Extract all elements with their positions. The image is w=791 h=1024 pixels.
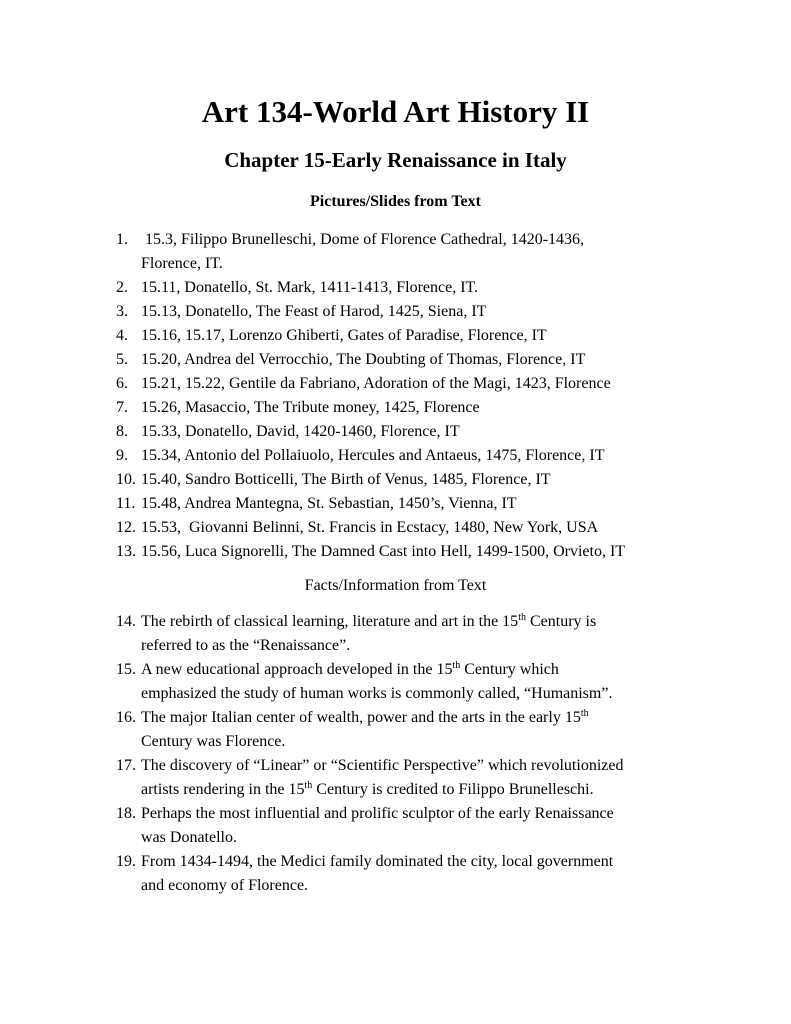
item-number: 4. bbox=[116, 327, 128, 344]
item-text-continued: Florence, IT. bbox=[141, 255, 223, 272]
list-item bbox=[116, 610, 716, 658]
item-text: Perhaps the most influential and prolific sculptor of the early Renaissance bbox=[141, 805, 614, 822]
list-item bbox=[116, 300, 716, 324]
item-number: 11. bbox=[116, 495, 136, 512]
list-item bbox=[116, 372, 716, 396]
item-text: 15.56, Luca Signorelli, The Damned Cast into Hell, 1499-1500, Orvieto, IT bbox=[141, 543, 626, 560]
item-text: The discovery of “Linear” or “Scientific Perspective” which revolutionized bbox=[141, 757, 624, 774]
item-text: 15.21, 15.22, Gentile da Fabriano, Adoration of the Magi, 1423, Florence bbox=[141, 375, 611, 392]
item-text: 15.48, Andrea Mantegna, St. Sebastian, 1450’s, Vienna, IT bbox=[141, 495, 517, 512]
page-title: Art 134-World Art History II bbox=[201, 94, 590, 129]
item-text-continued: artists rendering in the 15th Century is credited to Filippo Brunelleschi. bbox=[141, 780, 594, 798]
list-item bbox=[116, 468, 716, 492]
item-number: 6. bbox=[116, 375, 128, 392]
list-item bbox=[116, 324, 716, 348]
list-item bbox=[116, 348, 716, 372]
facts-list bbox=[116, 610, 716, 898]
item-number: 5. bbox=[116, 351, 128, 368]
item-text: 15.16, 15.17, Lorenzo Ghiberti, Gates of Paradise, Florence, IT bbox=[141, 327, 547, 344]
item-text: 15.11, Donatello, St. Mark, 1411-1413, Florence, IT. bbox=[141, 279, 479, 296]
list-item bbox=[116, 754, 716, 802]
item-text: 15.53, Giovanni Belinni, St. Francis in Ecstacy, 1480, New York, USA bbox=[141, 519, 599, 536]
item-text: 15.33, Donatello, David, 1420-1460, Florence, IT bbox=[141, 423, 460, 440]
pictures-heading: Pictures/Slides from Text bbox=[310, 193, 481, 210]
item-number: 13. bbox=[116, 543, 136, 560]
chapter-subtitle: Chapter 15-Early Renaissance in Italy bbox=[224, 148, 567, 172]
list-item bbox=[116, 540, 716, 564]
item-text: From 1434-1494, the Medici family dominated the city, local government bbox=[141, 853, 614, 870]
item-text-continued: emphasized the study of human works is commonly called, “Humanism”. bbox=[141, 685, 613, 702]
list-item bbox=[116, 516, 716, 540]
item-number: 2. bbox=[116, 279, 128, 296]
list-item bbox=[116, 706, 716, 754]
item-number: 12. bbox=[116, 519, 136, 536]
item-number: 10. bbox=[116, 471, 136, 488]
list-item bbox=[116, 658, 716, 706]
item-text: 15.40, Sandro Botticelli, The Birth of Venus, 1485, Florence, IT bbox=[141, 471, 551, 488]
item-number: 8. bbox=[116, 423, 128, 440]
item-number: 17. bbox=[116, 757, 136, 774]
item-text-continued: referred to as the “Renaissance”. bbox=[141, 637, 351, 654]
pictures-list bbox=[116, 228, 716, 564]
list-item bbox=[116, 850, 716, 898]
item-text-continued: Century was Florence. bbox=[141, 733, 286, 750]
item-number: 18. bbox=[116, 805, 136, 822]
facts-heading: Facts/Information from Text bbox=[304, 577, 487, 594]
item-number: 15. bbox=[116, 661, 136, 678]
item-number: 19. bbox=[116, 853, 136, 870]
item-text-continued: was Donatello. bbox=[141, 829, 237, 846]
list-item bbox=[116, 802, 716, 850]
item-text: 15.26, Masaccio, The Tribute money, 1425, Florence bbox=[141, 399, 480, 416]
item-number: 7. bbox=[116, 399, 128, 416]
item-text-continued: and economy of Florence. bbox=[141, 877, 309, 894]
list-item bbox=[116, 420, 716, 444]
item-text: 15.20, Andrea del Verrocchio, The Doubting of Thomas, Florence, IT bbox=[141, 351, 586, 368]
list-item bbox=[116, 396, 716, 420]
item-number: 9. bbox=[116, 447, 128, 464]
item-number: 16. bbox=[116, 709, 136, 726]
item-text: A new educational approach developed in the 15th Century which bbox=[141, 660, 559, 678]
item-text: The major Italian center of wealth, power and the arts in the early 15th bbox=[141, 708, 589, 726]
item-text: 15.3, Filippo Brunelleschi, Dome of Florence Cathedral, 1420-1436, bbox=[141, 231, 585, 248]
list-item bbox=[116, 444, 716, 468]
list-item bbox=[116, 492, 716, 516]
list-item bbox=[116, 276, 716, 300]
item-text: 15.13, Donatello, The Feast of Harod, 1425, Siena, IT bbox=[141, 303, 487, 320]
item-text: 15.34, Antonio del Pollaiuolo, Hercules and Antaeus, 1475, Florence, IT bbox=[141, 447, 605, 464]
item-text: The rebirth of classical learning, literature and art in the 15th Century is bbox=[141, 612, 597, 630]
item-number: 1. bbox=[116, 231, 128, 248]
list-item bbox=[116, 228, 716, 276]
item-number: 14. bbox=[116, 613, 136, 630]
item-number: 3. bbox=[116, 303, 128, 320]
